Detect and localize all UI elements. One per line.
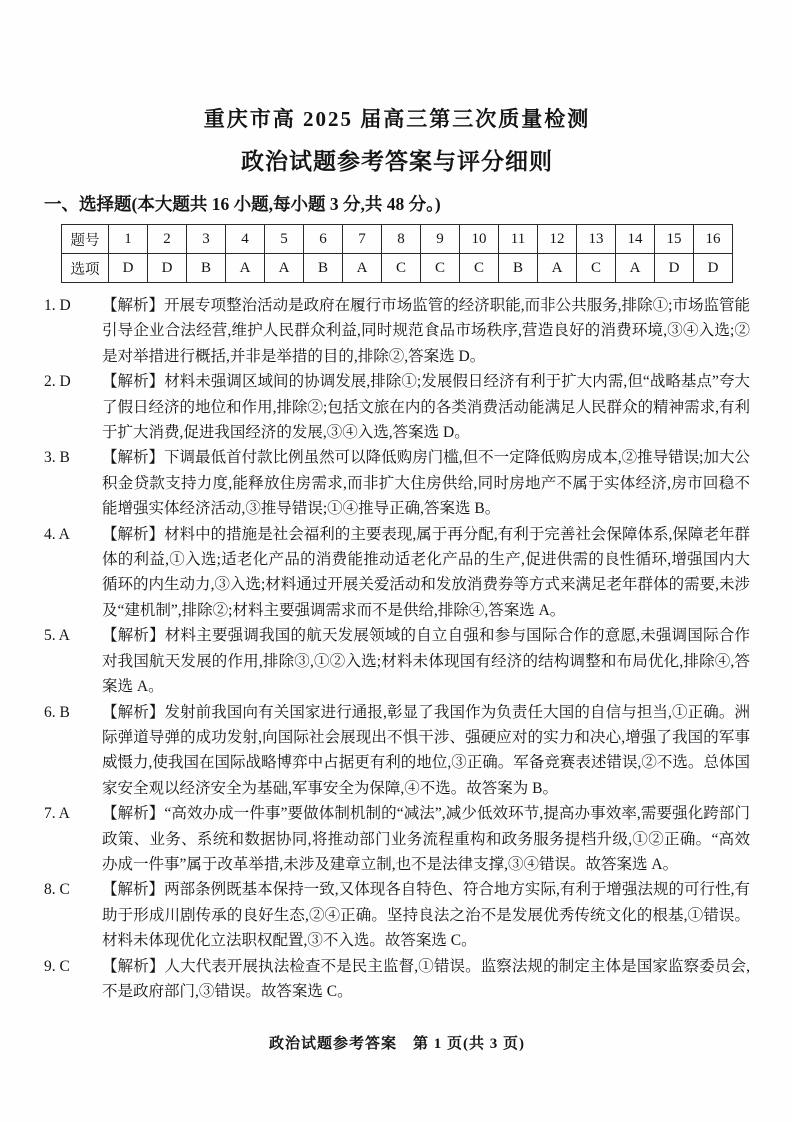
explanation-item (44, 801, 750, 877)
row-header-answer-option: 选项 (62, 254, 109, 283)
question-number-cell: 1 (109, 225, 148, 254)
explanation-item (44, 293, 750, 369)
answer-cell: A (538, 254, 577, 283)
page-subtitle: 政治试题参考答案与评分细则 (241, 149, 553, 174)
page-footer (0, 1032, 794, 1053)
explanation-item (44, 445, 750, 521)
explanation-text: 【解析】开展专项整治活动是政府在履行市场监管的经济职能,而非公共服务,排除①;市场监管能引导企业合法经营,维护人民群众利益,同时规范食品市场秩序,营造良好的消费环境,③④入选;②是对举措进行概括,并非是举措的目的,排除②,答案选 D。 (102, 297, 750, 365)
answer-cell: C (577, 254, 616, 283)
explanation-number: 2. D (44, 373, 71, 391)
answer-cell: B (187, 254, 226, 283)
question-number-cell: 2 (148, 225, 187, 254)
table-row-question-numbers (62, 225, 733, 254)
explanation-number: 3. B (44, 449, 70, 467)
explanation-item (44, 877, 750, 953)
explanation-list (44, 293, 750, 1004)
explanation-text: 【解析】下调最低首付款比例虽然可以降低购房门槛,但不一定降低购房成本,②推导错误;加大公积金贷款支持力度,能释放住房需求,而非扩大住房供给,同时房地产不属于实体经济,房市回稳不能增强实体经济活动,③推导错误;①④推导正确,答案选 B。 (102, 449, 750, 518)
question-number-cell: 14 (616, 225, 655, 254)
explanation-number: 5. A (44, 627, 70, 645)
explanation-item (44, 623, 750, 699)
explanation-number: 7. A (44, 805, 70, 823)
question-number-cell: 3 (187, 225, 226, 254)
question-number-cell: 12 (538, 225, 577, 254)
explanation-number: 8. C (44, 881, 70, 899)
answer-cell: A (343, 254, 382, 283)
question-number-cell: 15 (655, 225, 694, 254)
page-title: 重庆市高 2025 届高三第三次质量检测 (203, 107, 591, 131)
answer-cell: C (421, 254, 460, 283)
question-number-cell: 9 (421, 225, 460, 254)
answer-cell: D (694, 254, 733, 283)
answer-cell: A (616, 254, 655, 283)
explanation-text: 【解析】材料中的措施是社会福利的主要表现,属于再分配,有利于完善社会保障体系,保障老年群体的利益,①入选;适老化产品的消费能推动适老化产品的生产,促进供需的良性循环,增强国内大循环的内生动力,③入选;材料通过开展关爱活动和发放消费券等方式来满足老年群体的需要,未涉及“建机制”,排除②;材料主要强调需求而不是供给,排除④,答案选 A。 (102, 525, 750, 619)
row-header-question-number: 题号 (62, 225, 109, 254)
question-number-cell: 10 (460, 225, 499, 254)
explanation-number: 9. C (44, 957, 70, 975)
explanation-number: 6. B (44, 703, 70, 721)
answer-cell: C (382, 254, 421, 283)
answer-cell: A (265, 254, 304, 283)
question-number-cell: 16 (694, 225, 733, 254)
explanation-text: 【解析】“高效办成一件事”要做体制机制的“减法”,减少低效环节,提高办事效率,需要强化跨部门政策、业务、系统和数据协同,将推动部门业务流程重构和政务服务提档升级,①②正确。“高效办成一件事”属于改革举措,未涉及建章立制,也不是法律支撑,③④错误。故答案选 A。 (102, 805, 750, 873)
table-row-answers (62, 254, 733, 283)
explanation-item (44, 522, 750, 624)
section-heading: 一、选择题(本大题共 16 小题,每小题 3 分,共 48 分。) (44, 194, 441, 214)
explanation-item (44, 369, 750, 445)
explanation-text: 【解析】两部条例既基本保持一致,又体现各自特色、符合地方实际,有利于增强法规的可行性,有助于形成川剧传承的良好生态,②④正确。坚持良法之治不是发展优秀传统文化的根基,①错误。材料未体现优化立法职权配置,③不入选。故答案选 C。 (102, 881, 750, 950)
answer-cell: D (109, 254, 148, 283)
question-number-cell: 7 (343, 225, 382, 254)
explanation-text: 【解析】人大代表开展执法检查不是民主监督,①错误。监察法规的制定主体是国家监察委员会,不是政府部门,③错误。故答案选 C。 (102, 957, 750, 1000)
answer-cell: D (148, 254, 187, 283)
explanation-text: 【解析】材料未强调区域间的协调发展,排除①;发展假日经济有利于扩大内需,但“战略基点”夸大了假日经济的地位和作用,排除②;包括文旅在内的各类消费活动能满足人民群众的精神需求,有利于扩大消费,促进我国经济的发展,③④入选,答案选 D。 (102, 373, 750, 442)
question-number-cell: 13 (577, 225, 616, 254)
question-number-cell: 6 (304, 225, 343, 254)
explanation-number: 4. A (44, 525, 70, 543)
explanation-item (44, 954, 750, 1005)
question-number-cell: 4 (226, 225, 265, 254)
explanation-text: 【解析】发射前我国向有关国家进行通报,彰显了我国作为负责任大国的自信与担当,①正确。洲际弹道导弹的成功发射,向国际社会展现出不惧干涉、强硬应对的实力和决心,增强了我国的军事威慑力,使我国在国际战略博弈中占据更有利的地位,③正确。军备竞赛表述错误,②不选。总体国家安全观以经济安全为基础,军事安全为保障,④不选。故答案为 B。 (102, 703, 750, 797)
question-number-cell: 8 (382, 225, 421, 254)
question-number-cell: 11 (499, 225, 538, 254)
answer-cell: B (304, 254, 343, 283)
explanation-text: 【解析】材料主要强调我国的航天发展领域的自立自强和参与国际合作的意愿,未强调国际合作对我国航天发展的作用,排除③,①②入选;材料未体现国有经济的结构调整和布局优化,排除④,答案选 A。 (102, 627, 750, 696)
answer-cell: B (499, 254, 538, 283)
explanation-item (44, 700, 750, 802)
answer-table (61, 224, 733, 283)
answer-cell: A (226, 254, 265, 283)
answer-cell: D (655, 254, 694, 283)
footer-label: 政治试题参考答案 第 1 页(共 3 页) (269, 1036, 525, 1052)
answer-cell: C (460, 254, 499, 283)
question-number-cell: 5 (265, 225, 304, 254)
explanation-number: 1. D (44, 297, 71, 314)
